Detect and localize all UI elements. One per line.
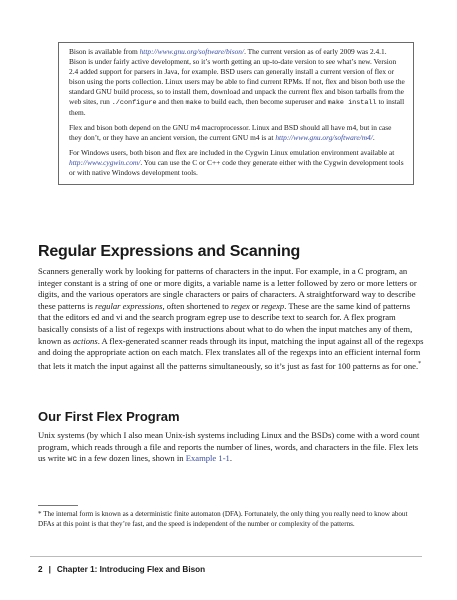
sidebar-note: [58, 42, 414, 185]
inline-code: make: [185, 99, 202, 107]
footnote-divider: [38, 505, 78, 506]
chapter-name: Introducing Flex and Bison: [99, 565, 206, 574]
emphasized-term: regex: [230, 300, 250, 311]
sidebar-paragraph: Flex and bison both depend on the GNU m4 macroprocessor. Linux and BSD should all have m4, but in case they don’t, or they have an ancient version, the current GNU m4 is at http://www.gnu.org/software/m4/.: [69, 123, 392, 142]
footnote: * The internal form is known as a deterministic finite automaton (DFA). Fortunately, the only thing you really need to know about DFAs at this point is that they’re fast, and the speed is independent of the number or complexity of the patterns.: [38, 510, 408, 528]
subsection-heading: Our First Flex Program: [38, 409, 180, 424]
footnote-marker[interactable]: *: [418, 360, 422, 367]
section-paragraph: Scanners generally work by looking for patterns of characters in the input. For example, in a C program, an integer constant is a string of one or more digits, a variable name is a letter followed by zero or more letters or digits, and the various operators are single characters or pairs of characters. A straightforward way to describe these patterns is regular expressions, often shortened to regex or regexp. These are the same kind of patterns that the editors ed and vi and the search program egrep use to describe text to search for. A flex program basically consists of a list of regexps with instructions about what to do when the input matches any of them, known as actions. A flex-generated scanner reads through its input, matching the input against all of the regexps and doing the appropriate action on each match. Flex translates all of the regexps into an efficient internal form that lets it match the input against all the patterns simultaneously, so it’s just as fast for 100 patterns as for one.*: [38, 266, 424, 371]
section-heading: Regular Expressions and Scanning: [38, 243, 301, 260]
inline-code: ./configure: [111, 99, 157, 107]
page-footer: [38, 565, 205, 574]
inline-code: make install: [327, 99, 377, 107]
chapter-title: [57, 565, 205, 574]
sidebar-paragraph: Bison is available from http://www.gnu.org/software/bison/. The current version as of early 2009 was 2.4.1. Bison is under fairly active development, so it’s worth getting an up-to-date version to see what’s new. Version 2.4 added support for parsers in Java, for example. BSD users can generally install a current version of flex or bison using the ports collection. Linux users may be able to find current RPMs. If not, flex and bison both use the standard GNU build process, so to install them, download and unpack the current flex and bison tarballs from the web sites, run ./configure and then make to build each, then become superuser and make install to install them.: [69, 47, 405, 117]
url-link[interactable]: http://www.cygwin.com/: [69, 158, 141, 167]
page-number: 2: [38, 565, 43, 574]
footer-divider: [30, 556, 422, 557]
url-link[interactable]: http://www.gnu.org/software/bison/: [139, 47, 245, 56]
chapter-label: Chapter 1:: [56, 565, 98, 574]
sidebar-paragraph: For Windows users, both bison and flex are included in the Cygwin Linux emulation environment available at http://www.cygwin.com/. You can use the C or C++ code they generate either with the Cygwin development tools or with native Windows development tools.: [69, 148, 404, 177]
emphasized-term: actions: [72, 335, 98, 346]
inline-code: wc: [67, 455, 78, 465]
emphasized-term: regular expressions: [95, 300, 163, 311]
emphasized-term: regexp: [261, 300, 285, 311]
footer-separator: |: [48, 565, 51, 574]
url-link[interactable]: http://www.gnu.org/software/m4/: [275, 133, 373, 142]
subsection-paragraph: Unix systems (by which I also mean Unix-ish systems including Linux and the BSDs) come with a word count program, which reads through a file and reports the number of lines, words, and characters in the file. Flex lets us write wc in a few dozen lines, shown in Example 1-1.: [38, 430, 420, 465]
example-cross-reference-link[interactable]: Example 1-1: [185, 453, 230, 464]
